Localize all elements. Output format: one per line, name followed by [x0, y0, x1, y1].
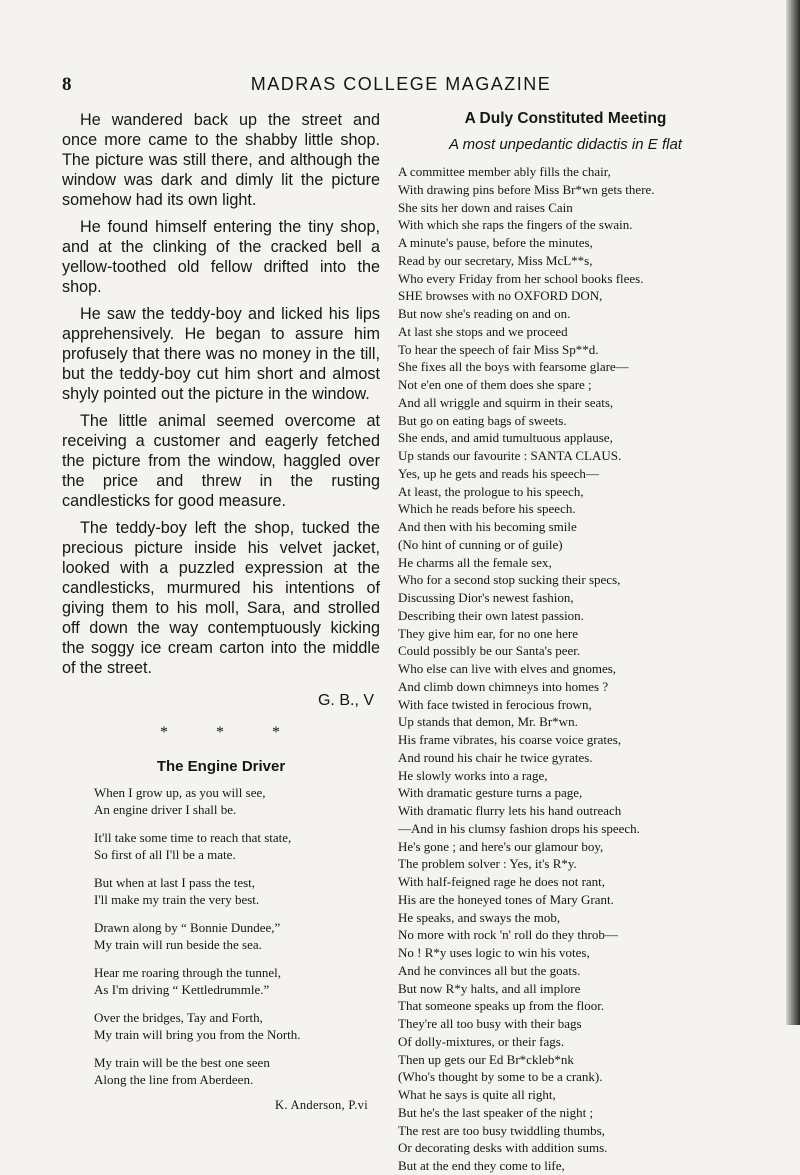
poem-line: So first of all I'll be a mate. [94, 846, 236, 862]
poem-stanza [94, 830, 380, 863]
verse-line: To hear the speech of fair Miss Sp**d. [398, 341, 599, 357]
article-verse [398, 163, 733, 1175]
poem-line: My train will run beside the sea. [94, 936, 262, 952]
verse-line: A minute's pause, before the minutes, [398, 235, 593, 250]
verse-line: Who else can live with elves and gnomes, [398, 661, 617, 676]
verse-line: Up stands our favourite : SANTA CLAUS. [398, 448, 622, 463]
poem-line: As I'm driving “ Kettledrummle.” [94, 981, 270, 997]
verse-line: But he's the last speaker of the night ; [398, 1104, 594, 1120]
poem-stanza [94, 965, 380, 998]
article-subtitle: A most unpedantic didactis in E flat [449, 136, 682, 153]
poem-line: It'll take some time to reach that state, [94, 830, 292, 845]
verse-line: —And in his clumsy fashion drops his speech. [398, 820, 640, 836]
verse-line: Yes, up he gets and reads his speech— [398, 465, 599, 481]
verse-line: But go on eating bags of sweets. [398, 412, 567, 428]
verse-line: But now R*y halts, and all implore [398, 980, 581, 996]
verse-line: Who every Friday from her school books flees. [398, 270, 644, 286]
verse-line: The rest are too busy twiddling thumbs, [398, 1122, 605, 1138]
verse-line: Could possibly be our Santa's peer. [398, 643, 581, 659]
verse-line: No ! R*y uses logic to win his votes, [398, 945, 590, 960]
verse-line: No more with rock 'n' roll do they throb— [398, 927, 618, 943]
verse-line: But now she's reading on and on. [398, 306, 571, 321]
poem-line: Drawn along by “ Bonnie Dundee,” [94, 920, 281, 935]
verse-line: They give him ear, for no one here [398, 625, 578, 641]
verse-line: With dramatic flurry lets his hand outreach [398, 803, 622, 818]
verse-line: He slowly works into a rage, [398, 767, 548, 783]
left-column [62, 110, 380, 1113]
verse-line: With dramatic gesture turns a page, [398, 785, 583, 801]
verse-line: With which she raps the fingers of the swain. [398, 217, 633, 233]
poem-line: My train will bring you from the North. [94, 1026, 301, 1042]
verse-line: He's gone ; and here's our glamour boy, [398, 838, 604, 854]
poem-line: But when at last I pass the test, [94, 875, 256, 890]
verse-line: Who for a second stop sucking their specs, [398, 572, 621, 588]
poem-line: I'll make my train the very best. [94, 891, 260, 907]
verse-line: They're all too busy with their bags [398, 1016, 582, 1031]
verse-line: What he says is quite all right, [398, 1087, 556, 1102]
verse-line: That someone speaks up from the floor. [398, 998, 605, 1014]
story-paragraph: He wandered back up the street and once more came to the shabby little shop. The picture was still there, and although the window was dark and dimly lit the picture somehow had its own light. [62, 111, 380, 209]
verse-line: She fixes all the boys with fearsome glare— [398, 359, 629, 375]
story-continuation [62, 110, 380, 710]
verse-line: Not e'en one of them does she spare ; [398, 377, 592, 392]
verse-line: She sits her down and raises Cain [398, 199, 573, 215]
poem-stanza [94, 875, 380, 908]
magazine-title: MADRAS COLLEGE MAGAZINE [250, 74, 552, 94]
poem-stanza [94, 1010, 380, 1043]
section-separator: * * * [160, 724, 302, 741]
right-column [398, 110, 733, 1175]
verse-line: And all wriggle and squirm in their seats, [398, 394, 614, 410]
verse-line: And he convinces all but the goats. [398, 962, 581, 978]
verse-line: (Who's thought by some to be a crank). [398, 1069, 603, 1085]
page-header [62, 74, 720, 100]
verse-line: And round his chair he twice gyrates. [398, 749, 593, 765]
verse-line: With half-feigned rage he does not rant, [398, 874, 606, 889]
poem-engine-driver [62, 758, 380, 1113]
poem-line: An engine driver I shall be. [94, 801, 237, 817]
poem-line: Along the line from Aberdeen. [94, 1071, 254, 1087]
verse-line: A committee member ably fills the chair, [398, 164, 611, 179]
verse-line: But at the end they come to life, [398, 1158, 565, 1173]
verse-line: He speaks, and sways the mob, [398, 909, 561, 925]
verse-line: She ends, and amid tumultuous applause, [398, 430, 613, 446]
story-paragraph: He found himself entering the tiny shop, and at the clinking of the cracked bell a yellow-toothed old fellow drifted into the shop. [62, 218, 380, 296]
verse-line: Discussing Dior's newest fashion, [398, 590, 574, 605]
verse-line: SHE browses with no OXFORD DON, [398, 288, 603, 304]
verse-line: Then up gets our Ed Br*ckleb*nk [398, 1051, 574, 1067]
verse-line: Or decorating desks with addition sums. [398, 1140, 608, 1156]
poem-line: When I grow up, as you will see, [94, 785, 266, 800]
poem-stanza [94, 785, 380, 818]
page-edge-shadow [786, 0, 800, 1025]
verse-line: And then with his becoming smile [398, 519, 577, 534]
verse-line: His are the honeyed tones of Mary Grant. [398, 891, 614, 907]
page-number: 8 [62, 74, 72, 95]
verse-line: The problem solver : Yes, it's R*y. [398, 856, 577, 872]
poem-line: Over the bridges, Tay and Forth, [94, 1010, 263, 1025]
verse-line: Up stands that demon, Mr. Br*wn. [398, 714, 578, 730]
article-title: A Duly Constituted Meeting [464, 110, 667, 127]
verse-line: Of dolly-mixtures, or their fags. [398, 1033, 565, 1049]
verse-line: And climb down chimneys into homes ? [398, 678, 609, 694]
poem-signature: K. Anderson, P.vi [275, 1098, 368, 1112]
poem-line: Hear me roaring through the tunnel, [94, 965, 281, 980]
story-paragraph: He saw the teddy-boy and licked his lips apprehensively. He began to assure him profusely that there was no money in the till, but the teddy-boy cut him short and almost shyly pointed out the picture in the window. [62, 305, 380, 403]
story-paragraph: The teddy-boy left the shop, tucked the precious picture inside his velvet jacket, looked with a puzzled expression at the candlesticks, murmured his intentions of giving them to his moll, Sara, and strolled off down the way contemptuously kicking the soggy ice cream carton into the middle of the street. [62, 519, 380, 677]
verse-line: Read by our secretary, Miss McL**s, [398, 252, 593, 268]
poem-title: The Engine Driver [156, 758, 286, 775]
verse-line: With face twisted in ferocious frown, [398, 696, 592, 712]
verse-line: At last she stops and we proceed [398, 323, 568, 339]
poem-line: My train will be the best one seen [94, 1055, 270, 1070]
story-signature: G. B., V [317, 692, 374, 709]
verse-line: His frame vibrates, his coarse voice grates, [398, 732, 622, 747]
poem-stanza [94, 920, 380, 953]
poem-stanza [94, 1055, 380, 1088]
story-paragraph: The little animal seemed overcome at receiving a customer and eagerly fetched the picture from the window, haggled over the price and threw in the rusting candlesticks for good measure. [62, 412, 380, 510]
verse-line: At least, the prologue to his speech, [398, 483, 584, 499]
verse-line: He charms all the female sex, [398, 554, 552, 570]
verse-line: (No hint of cunning or of guile) [398, 536, 563, 552]
verse-line: Describing their own latest passion. [398, 607, 584, 623]
verse-line: With drawing pins before Miss Br*wn gets there. [398, 181, 655, 197]
verse-line: Which he reads before his speech. [398, 501, 576, 517]
